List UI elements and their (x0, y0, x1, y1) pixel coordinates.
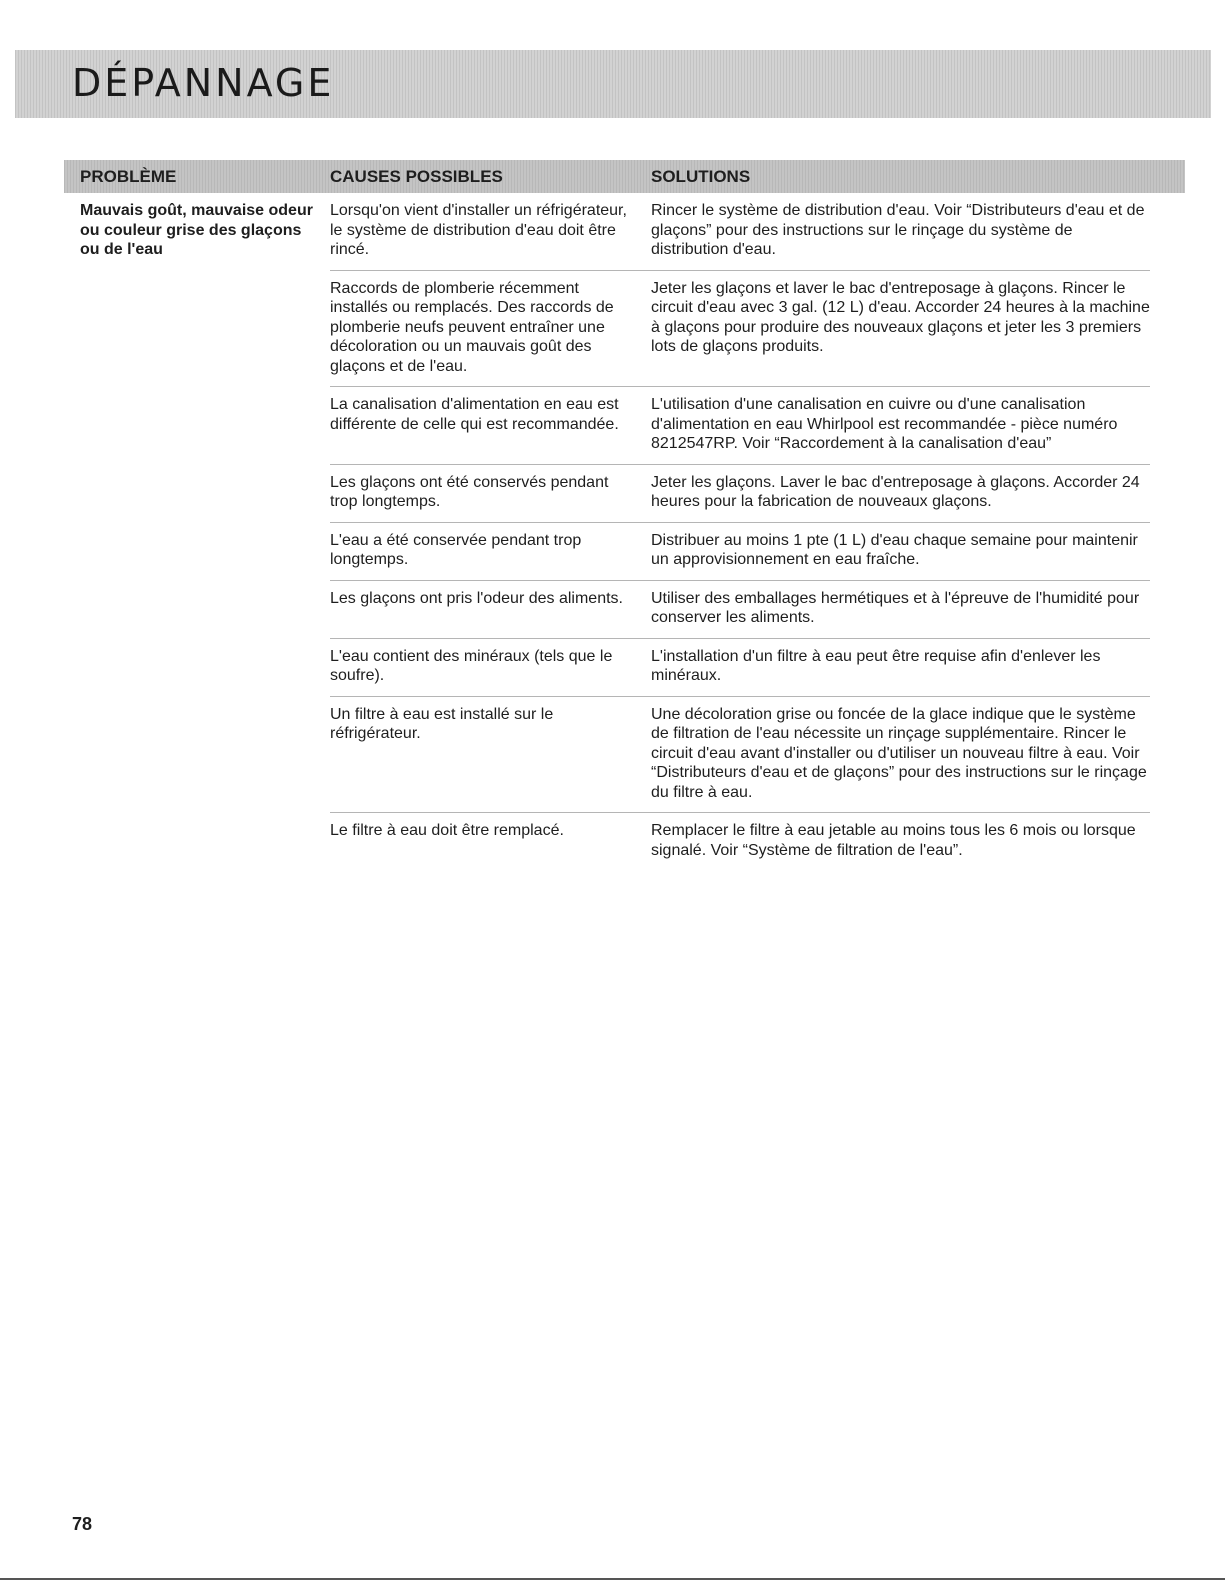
solution-cell: L'installation d'un filtre à eau peut être requise afin d'enlever les minéraux. (651, 647, 1101, 684)
page-number: 78 (72, 1514, 93, 1534)
cause-cell: La canalisation d'alimentation en eau est différente de celle qui est recommandée. (330, 396, 619, 433)
table-row (330, 270, 1150, 387)
solution-cell: Rincer le système de distribution d'eau. Voir “Distributeurs d'eau et de glaçons” pour des instructions sur le rinçage du système de distribution d'eau. (651, 202, 1145, 258)
solution-cell: Utiliser des emballages hermétiques et à l'épreuve de l'humidité pour conserver les aliments. (651, 589, 1140, 626)
table-row (330, 812, 1150, 870)
header-solutions: SOLUTIONS (651, 167, 751, 186)
cause-cell: Un filtre à eau est installé sur le réfrigérateur. (330, 705, 554, 742)
solution-cell: Distribuer au moins 1 pte (1 L) d'eau chaque semaine pour maintenir un approvisionnement en eau fraîche. (651, 531, 1138, 568)
bottom-rule (0, 1578, 1225, 1580)
solution-cell: Jeter les glaçons et laver le bac d'entreposage à glaçons. Rincer le circuit d'eau avec 3 gal. (12 L) d'eau. Accorder 24 heures à la machine à glaçons pour produire des nouveaux glaçons et jeter les 3 premiers lots de glaçons produits. (651, 279, 1150, 355)
solution-cell: Remplacer le filtre à eau jetable au moins tous les 6 mois ou lorsque signalé. Voir “Système de filtration de l'eau”. (651, 822, 1136, 859)
cause-cell: L'eau contient des minéraux (tels que le soufre). (330, 647, 613, 684)
table-row (330, 522, 1150, 580)
table-row (330, 464, 1150, 522)
table-row (330, 386, 1150, 464)
solution-cell: Jeter les glaçons. Laver le bac d'entreposage à glaçons. Accorder 24 heures pour la fabrication de nouveaux glaçons. (651, 473, 1140, 510)
table-header-band (64, 160, 1185, 193)
cause-cell: Les glaçons ont pris l'odeur des aliments. (330, 589, 623, 607)
page-title: DÉPANNAGE (72, 61, 335, 105)
cause-cell: Le filtre à eau doit être remplacé. (330, 822, 564, 839)
solution-cell: Une décoloration grise ou foncée de la glace indique que le système de filtration de l'eau nécessite un rinçage supplémentaire. Rincer le circuit d'eau avant d'installer ou d'utiliser un nouveau filtre à eau. Voir “Distributeurs d'eau et de glaçons” pour des instructions sur le rinçage du filtre à eau. (651, 705, 1147, 801)
table-row (330, 580, 1150, 638)
table-row (330, 696, 1150, 813)
cause-cell: Lorsqu'on vient d'installer un réfrigérateur, le système de distribution d'eau doit être rincé. (330, 202, 627, 258)
troubleshooting-table (330, 201, 1150, 870)
cause-cell: Raccords de plomberie récemment installés ou remplacés. Des raccords de plomberie neufs peuvent entraîner une décoloration ou un mauvais goût des glaçons et de l'eau. (330, 279, 614, 375)
header-causes: CAUSES POSSIBLES (330, 167, 503, 186)
problem-description: Mauvais goût, mauvaise odeur ou couleur grise des glaçons ou de l'eau (80, 202, 313, 258)
solution-cell: L'utilisation d'une canalisation en cuivre ou d'une canalisation d'alimentation en eau Whirlpool est recommandée - pièce numéro 8212547RP. Voir “Raccordement à la canalisation d'eau” (651, 396, 1118, 452)
table-row (330, 638, 1150, 696)
cause-cell: L'eau a été conservée pendant trop longtemps. (330, 531, 582, 568)
table-row (330, 201, 1150, 270)
header-problem: PROBLÈME (80, 167, 177, 186)
cause-cell: Les glaçons ont été conservés pendant trop longtemps. (330, 473, 609, 510)
